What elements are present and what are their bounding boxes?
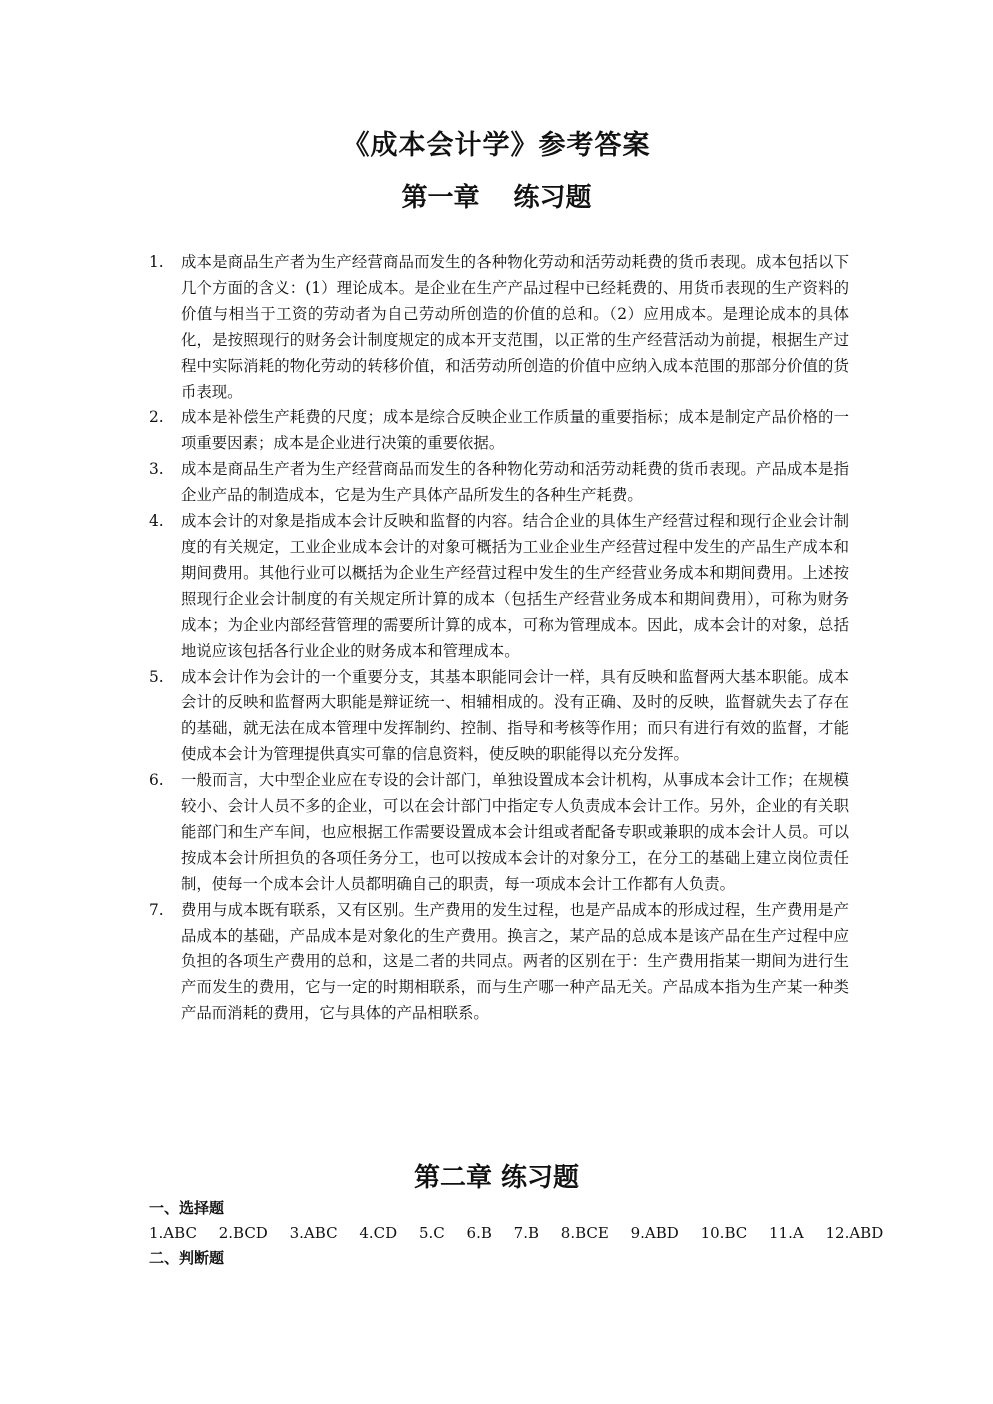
mc-answer: 8.BCE	[560, 1224, 609, 1242]
chapter-1-title-number: 第一章	[401, 183, 480, 213]
answer-number: 3.	[149, 460, 164, 479]
answer-item	[149, 250, 849, 405]
mc-answer: 5.C	[418, 1224, 445, 1242]
chapter-1-title	[0, 180, 993, 216]
answer-text: 成本是商品生产者为生产经营商品而发生的各种物化劳动和活劳动耗费的货币表现。成本包括以下几个方面的含义：(1）理论成本。是企业在生产产品过程中已经耗费的、用货币表现的生产资料的价值与相当于工资的劳动者为自己劳动所创造的价值的总和。（2）应用成本。是理论成本的具体化，是按照现行的财务会计制度规定的成本开支范围，以正常的生产经营活动为前提，根据生产过程中实际消耗的物化劳动的转移价值，和活劳动所创造的价值中应纳入成本范围的那部分价值的货币表现。	[181, 253, 849, 401]
chapter-1-answer-list	[149, 250, 849, 1027]
answer-item	[149, 509, 849, 664]
mc-answer: 12.ABD	[825, 1224, 884, 1242]
answer-item	[149, 457, 849, 509]
mc-answer: 9.ABD	[630, 1224, 679, 1242]
answer-number: 5.	[149, 667, 164, 686]
mc-answer: 10.BC	[700, 1224, 748, 1242]
answer-text: 成本是商品生产者为生产经营商品而发生的各种物化劳动和活劳动耗费的货币表现。产品成本是指企业产品的制造成本，它是为生产具体产品所发生的各种生产耗费。	[181, 460, 849, 505]
multiple-choice-answers	[149, 1221, 884, 1245]
document-title: 《成本会计学》参考答案	[342, 130, 651, 161]
mc-answer: 2.BCD	[218, 1224, 268, 1242]
mc-answer: 11.A	[769, 1224, 804, 1242]
answer-text: 费用与成本既有联系，又有区别。生产费用的发生过程，也是产品成本的形成过程，生产费用是产品成本的基础，产品成本是对象化的生产费用。换言之，某产品的总成本是该产品在生产过程中应负担的各项生产费用的总和，这是二者的共同点。两者的区别在于：生产费用指某一期间为进行生产而发生的费用，它与一定的时期相联系，而与生产哪一种产品无关。产品成本指为生产某一种类产品而消耗的费用，它与具体的产品相联系。	[181, 900, 849, 1023]
mc-answer: 1.ABC	[149, 1224, 197, 1242]
answer-text: 成本会计的对象是指成本会计反映和监督的内容。结合企业的具体生产经营过程和现行企业会计制度的有关规定，工业企业成本会计的对象可概括为工业企业生产经营过程中发生的产品生产成本和期间费用。其他行业可以概括为企业生产经营过程中发生的生产经营业务成本和期间费用。上述按照现行企业会计制度的有关规定所计算的成本（包括生产经营业务成本和期间费用），可称为财务成本；为企业内部经营管理的需要所计算的成本，可称为管理成本。因此，成本会计的对象，总括地说应该包括各行业企业的财务成本和管理成本。	[181, 512, 849, 660]
mc-answer: 7.B	[513, 1224, 539, 1242]
multiple-choice-heading: 一、选择题	[149, 1199, 225, 1217]
answer-number: 2.	[149, 408, 164, 427]
answer-number: 6.	[149, 771, 164, 790]
answer-item	[149, 898, 849, 1028]
mc-answer: 3.ABC	[289, 1224, 338, 1242]
answer-text: 一般而言，大中型企业应在专设的会计部门，单独设置成本会计机构，从事成本会计工作；在规模较小、会计人员不多的企业，可以在会计部门中指定专人负责成本会计工作。另外，企业的有关职能部门和生产车间，也应根据工作需要设置成本会计组或者配备专职或兼职的成本会计人员。可以按成本会计所担负的各项任务分工，也可以按成本会计的对象分工，在分工的基础上建立岗位责任制，使每一个成本会计人员都明确自己的职责，每一项成本会计工作都有人负责。	[181, 771, 849, 893]
true-false-heading: 二、判断题	[149, 1249, 225, 1267]
mc-answer: 6.B	[466, 1224, 492, 1242]
answer-item	[149, 768, 849, 898]
answer-number: 4.	[149, 512, 164, 531]
answer-number: 1.	[149, 253, 164, 271]
mc-answer: 4.CD	[359, 1224, 398, 1242]
answer-text: 成本是补偿生产耗费的尺度；成本是综合反映企业工作质量的重要指标；成本是制定产品价格的一项重要因素；成本是企业进行决策的重要依据。	[181, 408, 849, 453]
answer-text: 成本会计作为会计的一个重要分支，其基本职能同会计一样，具有反映和监督两大基本职能。成本会计的反映和监督两大职能是辩证统一、相辅相成的。没有正确、及时的反映，监督就失去了存在的基础，就无法在成本管理中发挥制约、控制、指导和考核等作用；而只有进行有效的监督，才能使成本会计为管理提供真实可靠的信息资料，使反映的职能得以充分发挥。	[181, 667, 849, 764]
answer-number: 7.	[149, 900, 164, 919]
answer-item	[149, 665, 849, 769]
chapter-2-title: 第二章 练习题	[413, 1163, 580, 1193]
chapter-1-title-label: 练习题	[513, 183, 592, 213]
answer-item	[149, 405, 849, 457]
